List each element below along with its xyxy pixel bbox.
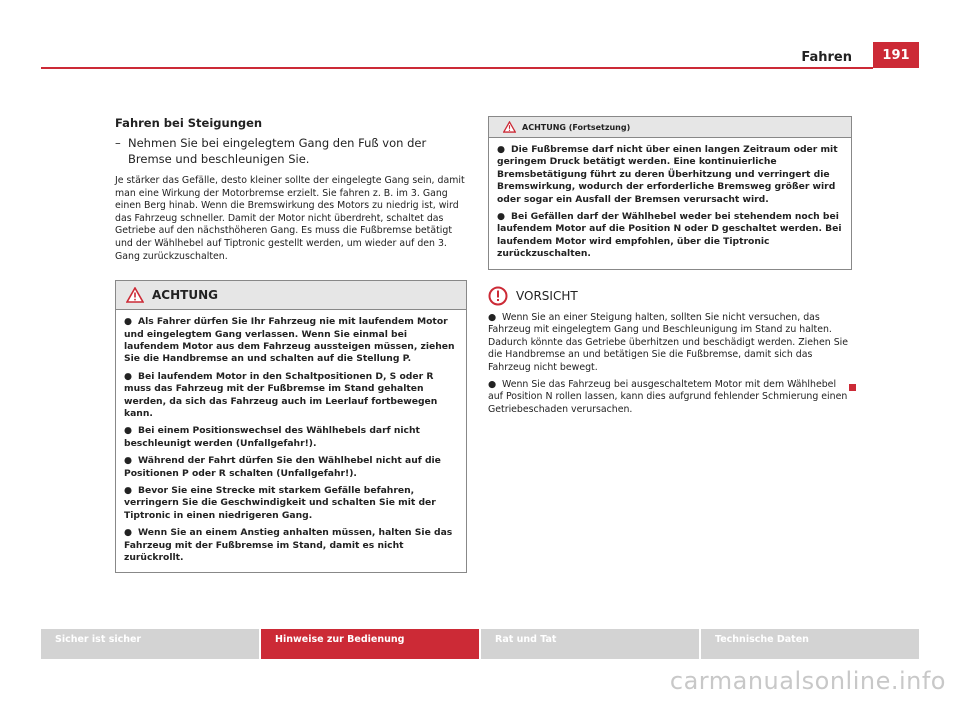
bullet: ● <box>124 370 133 382</box>
left-column <box>115 116 467 573</box>
bullet: ● <box>497 144 506 155</box>
warning-continued-header <box>489 117 851 138</box>
caution-item: ● Wenn Sie an einer Steigung halten, sollten Sie nicht versuchen, das Fahrzeug mit eingelegtem Gang und Beschleunigung im Stand zu halten. Dadurch könnte das Getriebe überhitzen und beschädigt werden. Ziehen Sie die Handbremse an und betätigen Sie die Fußbremse, damit sich das Fahrzeug nicht bewegt. <box>488 311 849 374</box>
warning-box <box>115 280 467 573</box>
page-number: 191 <box>873 42 919 68</box>
body-paragraph: Je stärker das Gefälle, desto kleiner sollte der eingelegte Gang sein, damit man eine Wirkung der Motorbremse erzielt. Sie fahren z. B. im 3. Gang einen Berg hinab. Wenn die Bremswirkung des Motors zu niedrig ist, wird das Fahrzeug schneller. Damit der Motor nicht überdreht, schaltet das Getriebe auf den nächsthöheren Gang. Es muss die Fußbremse betätigt und der Wählhebel auf Tiptronic gestellt werden, um wieder auf den 3. Gang zurückzuschalten. <box>115 175 465 262</box>
step-dash: – <box>115 136 121 150</box>
instruction-step <box>115 135 467 167</box>
caution-section <box>488 286 852 417</box>
caution-exclamation-icon <box>488 286 508 306</box>
warning-item: ● Während der Fahrt dürfen Sie den Wählhebel nicht auf die Positionen P oder R schalten (Unfallgefahr!). <box>124 455 441 479</box>
bullet: ● <box>124 485 133 497</box>
watermark: carmanualsonline.info <box>669 667 946 695</box>
bullet: ● <box>124 527 133 539</box>
warning-triangle-icon <box>126 287 144 303</box>
warning-item: ● Wenn Sie an einem Anstieg anhalten müssen, halten Sie das Fahrzeug mit der Fußbremse im Stand, damit es nicht zurückrollt. <box>124 527 453 564</box>
warning-body <box>116 310 466 572</box>
bullet: ● <box>124 425 133 437</box>
warning-item: ● Bevor Sie eine Strecke mit starkem Gefälle befahren, verringern Sie die Geschwindigkeit und schalten Sie mit der Tiptronic in einen niedrigeren Gang. <box>124 485 436 521</box>
header-divider <box>41 67 873 69</box>
footer-tab-technik[interactable]: Technische Daten <box>701 629 919 659</box>
bullet: ● <box>124 455 133 467</box>
bullet: ● <box>124 316 133 328</box>
warning-header <box>116 281 466 310</box>
caution-header <box>488 286 852 306</box>
right-column <box>488 116 852 420</box>
footer-tab-rat[interactable]: Rat und Tat <box>481 629 699 659</box>
warning-item: ● Bei laufendem Motor in den Schaltpositionen D, S oder R muss das Fahrzeug mit der Fußbremse im Stand gehalten werden, da sich das Fahrzeug auch im Leerlauf fortbewegen kann. <box>124 370 438 419</box>
bullet: ● <box>488 378 497 390</box>
warning-label: ACHTUNG <box>152 288 218 303</box>
warning-item: ● Bei einem Positionswechsel des Wählhebels darf nicht beschleunigt werden (Unfallgefahr!). <box>124 425 420 449</box>
page-section-title: Fahren <box>801 50 852 65</box>
footer-tab-sicher[interactable]: Sicher ist sicher <box>41 629 259 659</box>
bullet: ● <box>497 211 506 223</box>
warning-triangle-icon <box>503 121 516 133</box>
warning-continued-label: ACHTUNG (Fortsetzung) <box>522 122 631 132</box>
warning-continued-body <box>489 138 851 269</box>
caution-item: ● Wenn Sie das Fahrzeug bei ausgeschaltetem Motor mit dem Wählhebel auf Position N rollen lassen, kann dies aufgrund fehlender Schmierung einen Getriebeschaden verursachen. <box>488 378 848 415</box>
warning-item: ● Die Fußbremse darf nicht über einen langen Zeitraum oder mit geringem Druck betätigt werden. Eine kontinuierliche Bremsbetätigung führt zu deren Überhitzung und verringert die Bremswirkung, wodurch der erforderliche Bremsweg größer wird oder sogar ein Ausfall der Bremsen verursacht wird. <box>497 144 838 205</box>
step-text: Nehmen Sie bei eingelegtem Gang den Fuß von der Bremse und beschleunigen Sie. <box>128 136 427 166</box>
caution-label: VORSICHT <box>516 288 578 303</box>
warning-item: ● Bei Gefällen darf der Wählhebel weder bei stehendem noch bei laufendem Motor auf die Position N oder D geschaltet werden. Bei laufendem Motor wird empfohlen, über die Tiptronic zurückzuschalten. <box>497 211 842 260</box>
footer-tab-bedienung[interactable]: Hinweise zur Bedienung <box>261 629 479 659</box>
section-end-marker <box>849 384 856 391</box>
footer-navigation <box>41 629 919 659</box>
bullet: ● <box>488 311 497 323</box>
warning-continued-box <box>488 116 852 270</box>
warning-item: ● Als Fahrer dürfen Sie Ihr Fahrzeug nie mit laufendem Motor und eingelegtem Gang verlassen. Wenn Sie einmal bei laufendem Motor aus dem Fahrzeug aussteigen müssen, ziehen Sie die Handbremse an und schalten auf die Stellung P. <box>124 316 455 365</box>
section-heading: Fahren bei Steigungen <box>115 116 263 130</box>
